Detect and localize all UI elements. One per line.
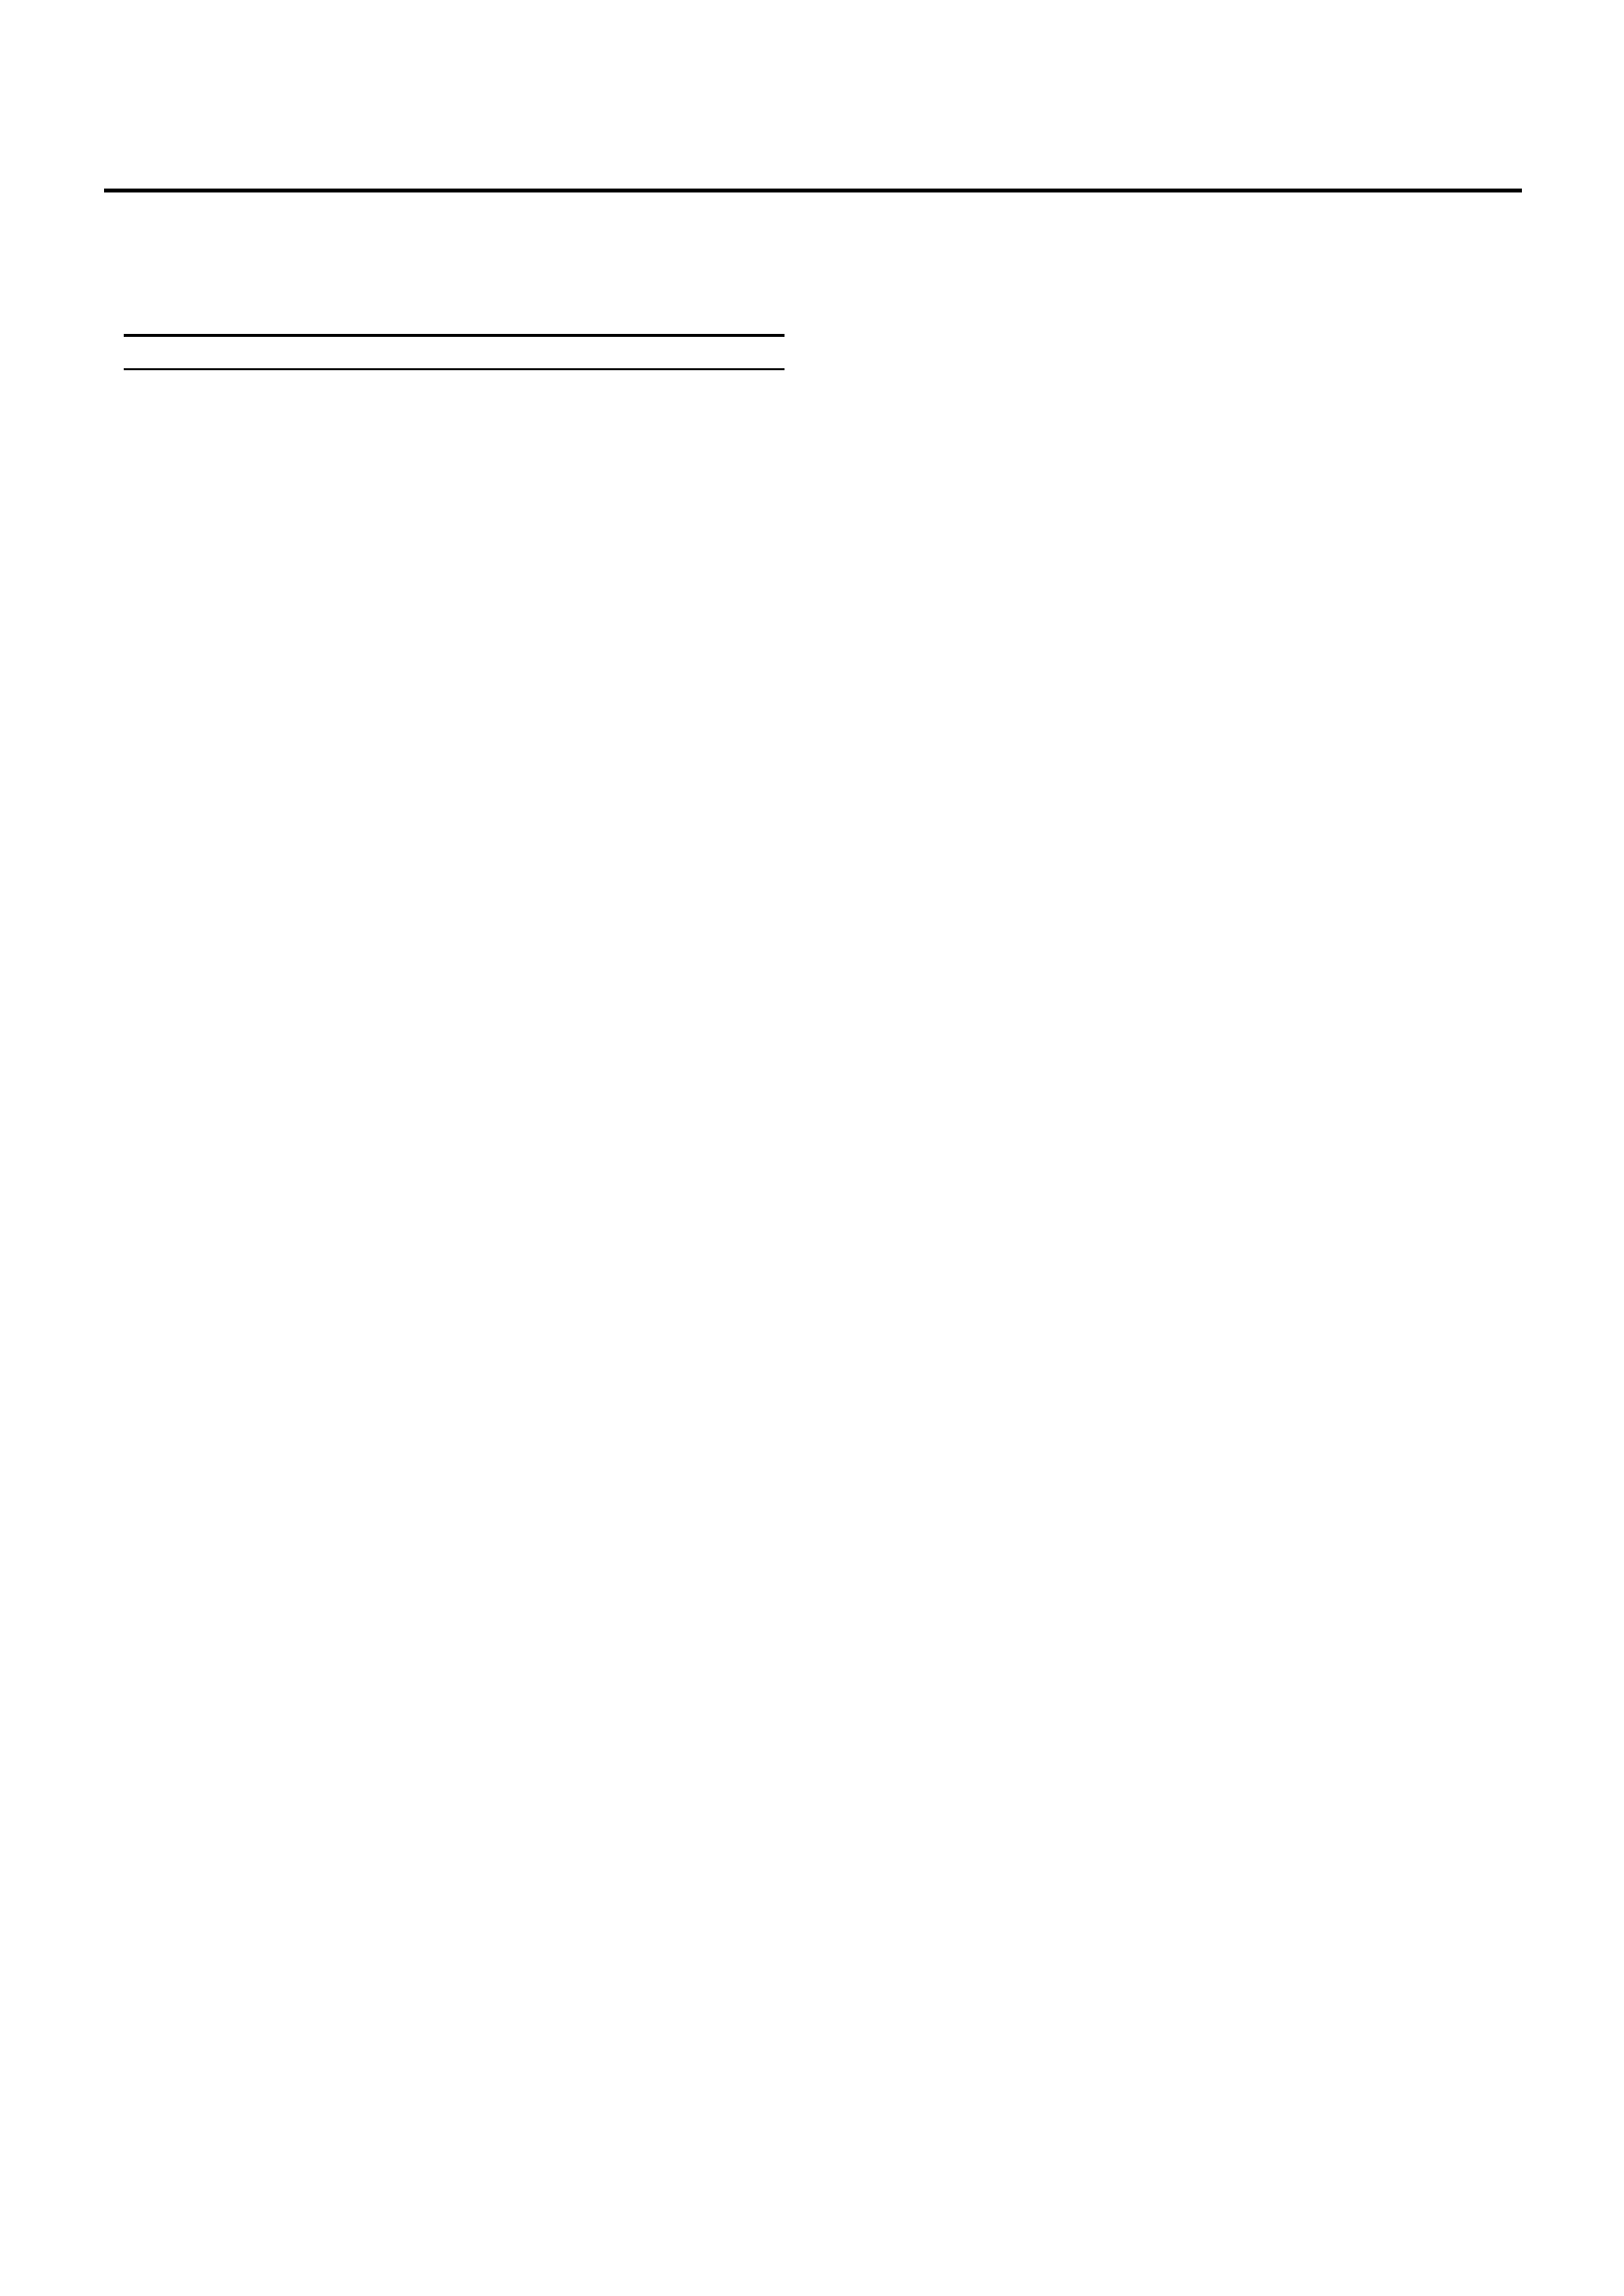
table2-title-zh (110, 228, 798, 259)
header-rule (104, 189, 1522, 192)
table-header-row (124, 336, 785, 370)
figure9 (838, 224, 1526, 873)
figure9-chart (838, 224, 1525, 868)
left-column (110, 214, 798, 1017)
right-column (838, 214, 1526, 1017)
figure8-chart (110, 380, 797, 977)
equation-5 (838, 906, 1526, 961)
column-header-mode (124, 336, 533, 370)
column-header-frequency (533, 336, 785, 370)
table2-title-en (110, 269, 798, 308)
figure8 (110, 380, 798, 982)
two-column-layout (110, 214, 1526, 1017)
ftir-table (124, 334, 785, 370)
